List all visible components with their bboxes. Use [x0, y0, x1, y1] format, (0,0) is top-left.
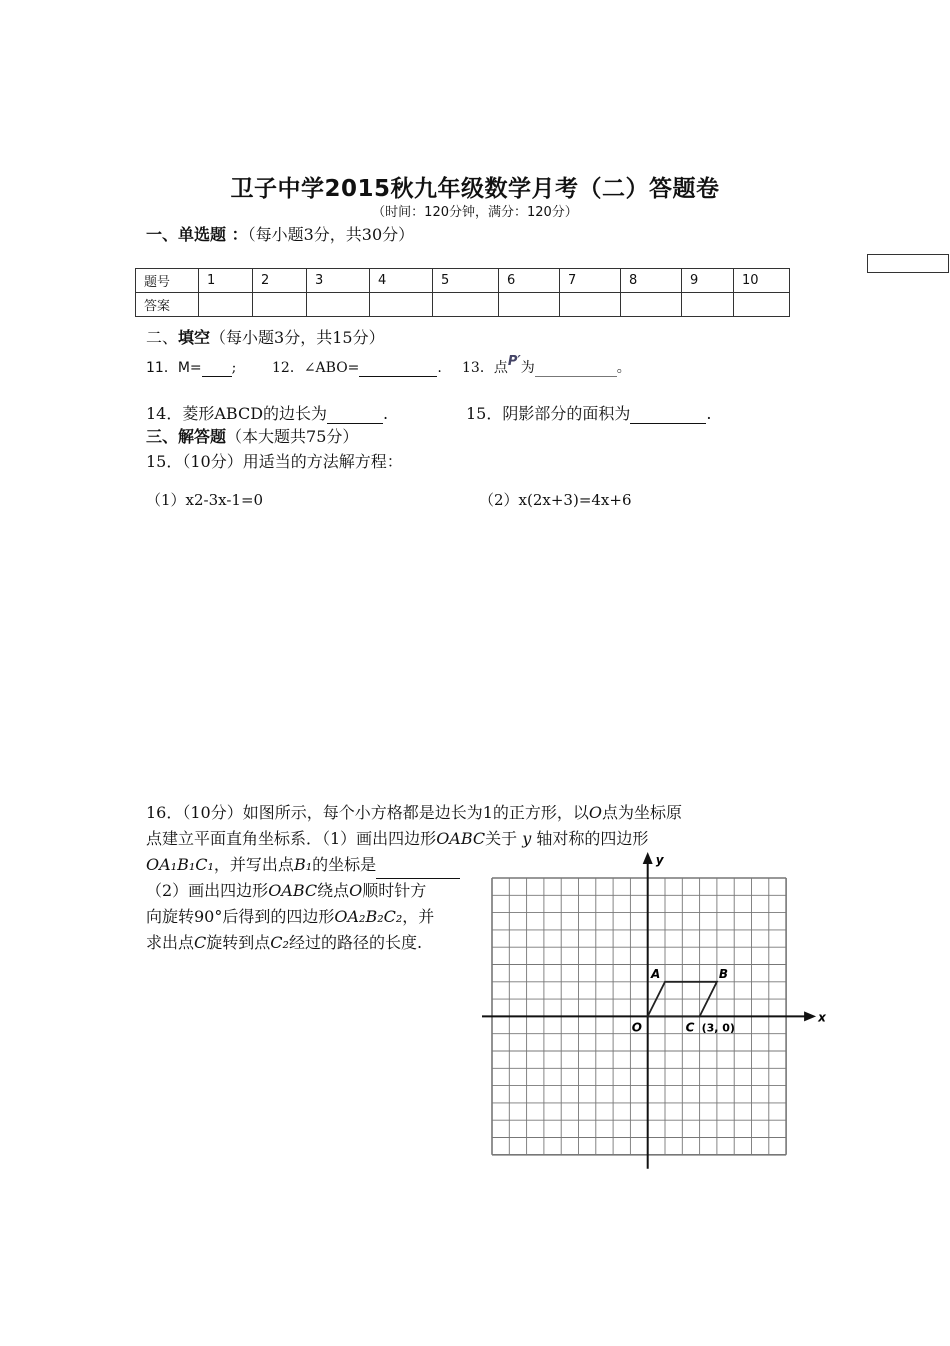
q16-text: 旋转到点 — [206, 933, 271, 952]
answer-cell[interactable] — [433, 293, 499, 317]
q16-text: ，并 — [402, 907, 435, 926]
equation-1: （1）x2-3x-1=0 — [146, 491, 264, 509]
q13-answer-blank[interactable] — [535, 360, 617, 377]
q12-end: . — [437, 360, 442, 376]
row-label-number: 题号 — [136, 269, 199, 293]
q16-line-5 — [146, 904, 434, 930]
q14-answer-blank[interactable] — [327, 404, 383, 424]
coordinate-grid-figure — [476, 850, 838, 1170]
answer-table — [135, 268, 790, 317]
origin-label: O — [631, 1020, 642, 1035]
answer-cell[interactable] — [499, 293, 560, 317]
equation-2: （2）x(2x+3)=4x+6 — [479, 491, 632, 509]
answer-cell[interactable] — [199, 293, 253, 317]
page-subtitle: （时间：120分钟，满分：120分） — [372, 205, 578, 220]
q16-text: 求出点 — [146, 933, 195, 952]
section-2-heading — [146, 325, 385, 348]
y-axis-label: y — [655, 853, 664, 867]
question-number-cell: 2 — [253, 269, 307, 293]
answer-cell[interactable] — [682, 293, 734, 317]
q14-end: . — [383, 404, 389, 423]
answer-cell[interactable] — [621, 293, 682, 317]
q16-var-b1: B₁ — [293, 855, 313, 874]
axes — [482, 852, 816, 1169]
answer-table-answer-row — [136, 293, 790, 317]
question-15-header: 15．（10分）用适当的方法解方程： — [146, 452, 403, 471]
question-12 — [272, 357, 442, 377]
q16-text: 经过的路径的长度. — [288, 933, 423, 952]
q16-var-y: y — [522, 829, 532, 848]
section-1-title: 一、单选题 ： — [146, 225, 248, 244]
point-c-coordinate-label: (3, 0) — [701, 1021, 735, 1035]
row-label-answer: 答案 — [136, 293, 199, 317]
q15-fill-label: 15．阴影部分的面积为 — [466, 404, 631, 423]
question-number-cell: 7 — [560, 269, 621, 293]
q16-text: 点为坐标原 — [602, 803, 683, 822]
point-b-label: B — [718, 966, 729, 981]
question-number-cell: 10 — [734, 269, 790, 293]
q13-label: 13．点 — [462, 360, 508, 376]
q16-line-4 — [146, 878, 426, 904]
q12-answer-blank[interactable] — [359, 360, 437, 377]
q13-mid: 为 — [520, 360, 535, 376]
point-c-label: C — [685, 1020, 695, 1035]
q11-answer-blank[interactable] — [202, 360, 232, 377]
question-11 — [146, 357, 236, 377]
q16-line-3 — [146, 852, 460, 879]
q16-text: 16．（10分）如图所示，每个小方格都是边长为1的正方形，以 — [146, 803, 589, 822]
answer-cell[interactable] — [734, 293, 790, 317]
q16-line-1 — [146, 800, 682, 826]
q16-var-o: O — [349, 881, 363, 900]
q16-var-oa1b1c1: OA₁B₁C₁ — [146, 855, 214, 874]
q14-label: 14．菱形ABCD的边长为 — [146, 404, 328, 423]
y-axis-arrow — [643, 852, 653, 864]
q16-text: （2）画出四边形 — [146, 881, 269, 900]
q11-end: ; — [231, 360, 237, 376]
q16-text: 顺时针方 — [362, 881, 427, 900]
answer-table-number-row — [136, 269, 790, 293]
q16-text: 绕点 — [317, 881, 350, 900]
q16-var-o: O — [588, 803, 603, 822]
q16-var-c: C — [194, 933, 207, 952]
answer-cell[interactable] — [560, 293, 621, 317]
section-2-note: （每小题3分，共15分） — [210, 328, 385, 347]
x-axis-label: x — [818, 1010, 826, 1025]
q16-line-2 — [146, 826, 648, 852]
q12-label: 12．∠ABO= — [272, 360, 360, 376]
q15-end: . — [706, 404, 712, 423]
question-15-fill — [466, 401, 711, 424]
point-a-label: A — [651, 966, 661, 981]
answer-cell[interactable] — [253, 293, 307, 317]
question-number-cell: 5 — [433, 269, 499, 293]
q11-label: 11．M= — [146, 360, 202, 376]
question-number-cell: 1 — [199, 269, 253, 293]
question-13 — [462, 354, 631, 377]
q16-b1-answer-blank[interactable] — [376, 852, 460, 879]
x-axis-arrow — [804, 1011, 816, 1021]
q16-text: 关于 — [485, 829, 518, 848]
seat-number-box[interactable] — [867, 254, 949, 273]
q16-line-6 — [146, 930, 422, 956]
section-1-heading — [146, 222, 414, 245]
section-2-prefix: 二、 — [146, 328, 179, 347]
q13-end: 。 — [616, 360, 631, 376]
q16-text: 点建立平面直角坐标系．（1）画出四边形 — [146, 829, 437, 848]
section-3-heading — [146, 424, 358, 447]
q16-text: 轴对称的四边形 — [536, 829, 649, 848]
q15-answer-blank[interactable] — [630, 404, 706, 424]
page-title: 卫子中学2015秋九年级数学月考（二）答题卷 — [230, 176, 720, 202]
q16-var-oa2b2c2: OA₂B₂C₂ — [334, 907, 403, 926]
section-3-title: 三、解答题 — [146, 427, 227, 446]
q16-text: 的坐标是 — [312, 855, 377, 874]
question-number-cell: 8 — [621, 269, 682, 293]
q16-text: ，并写出点 — [213, 855, 294, 874]
question-number-cell: 6 — [499, 269, 560, 293]
answer-cell[interactable] — [307, 293, 370, 317]
q16-var-oabc: OABC — [268, 881, 318, 900]
question-number-cell: 3 — [307, 269, 370, 293]
question-number-cell: 4 — [370, 269, 433, 293]
q16-text: 向旋转90°后得到的四边形 — [146, 907, 335, 926]
question-14 — [146, 401, 388, 424]
section-3-note: （本大题共75分） — [226, 427, 359, 446]
answer-cell[interactable] — [370, 293, 433, 317]
q13-point-symbol: P′ — [507, 354, 521, 369]
q16-var-oabc: OABC — [436, 829, 486, 848]
question-number-cell: 9 — [682, 269, 734, 293]
section-1-note: （每小题3分，共30分） — [247, 225, 415, 244]
q16-var-c2: C₂ — [270, 933, 289, 952]
section-2-title: 填空 — [178, 328, 211, 347]
